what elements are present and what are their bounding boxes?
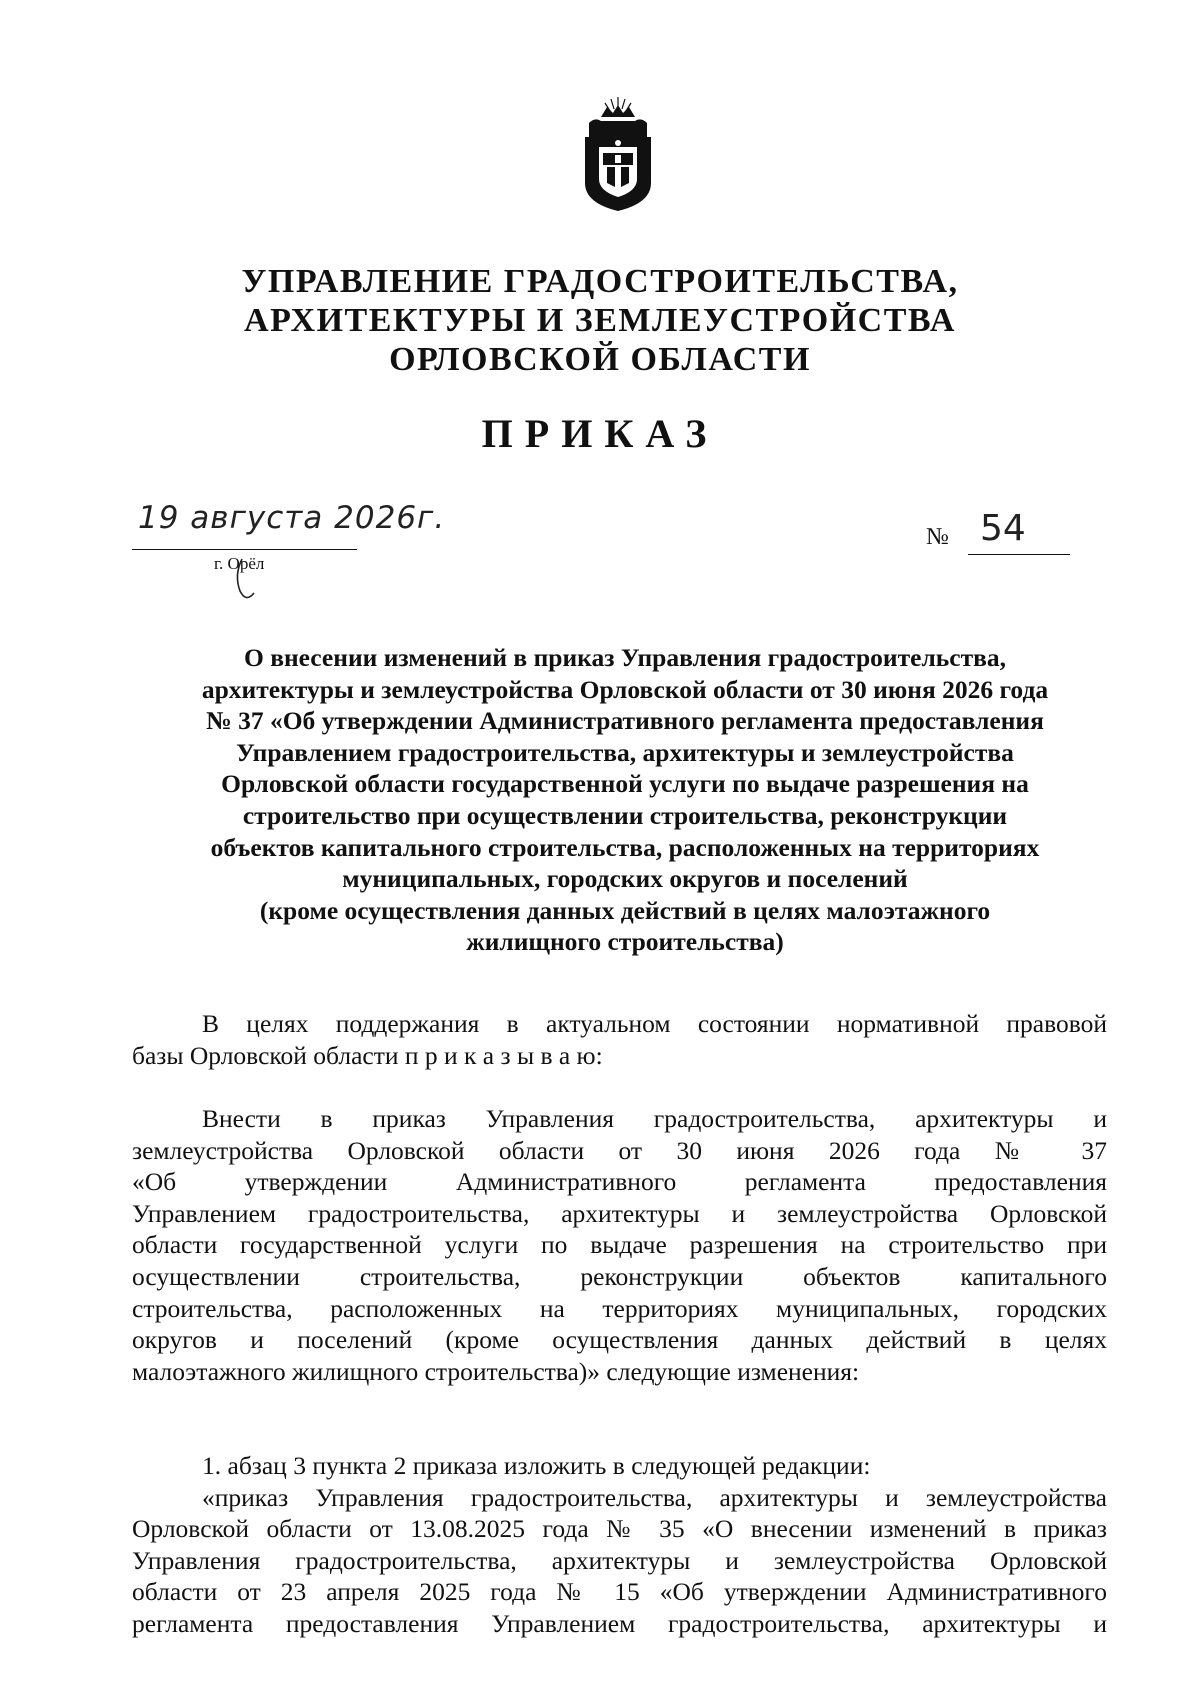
- text-line: Внести в приказ Управления градостроительства, архитектуры и: [202, 1104, 1107, 1133]
- text-line: осуществлении строительства, реконструкции объектов капитального: [132, 1261, 1107, 1291]
- organization-name: [160, 262, 1040, 379]
- text-line: Управления градостроительства, архитектуры и землеустройства Орловской: [132, 1545, 1107, 1575]
- text-line: «Об утверждении Административного регламента предоставления: [132, 1167, 1107, 1197]
- handwritten-date: 19 августа 2026г.: [138, 500, 446, 536]
- subject-line: Орловской области государственной услуги по выдаче разрешения на: [221, 769, 1029, 799]
- city-label: г. Орёл: [214, 554, 265, 573]
- subject-line: объектов капитального строительства, расположенных на территориях: [210, 832, 1040, 862]
- subject-line: архитектуры и землеустройства Орловской области от 30 июня 2026 года: [201, 674, 1049, 704]
- org-line: ОРЛОВСКОЙ ОБЛАСТИ: [389, 341, 811, 378]
- coat-of-arms-emblem: [575, 95, 661, 215]
- number-block: [926, 508, 1076, 562]
- subject-line: строительство при осуществлении строительства, реконструкции: [242, 800, 1008, 830]
- subject-line: № 37 «Об утверждении Административного регламента предоставления: [206, 706, 1044, 736]
- date-block: [132, 500, 446, 600]
- subject-line: муниципальных, городских округов и поселений: [342, 864, 908, 894]
- subject-line: Управлением градостроительства, архитектуры и землеустройства: [236, 737, 1014, 767]
- item-1-paragraph: [132, 1450, 1107, 1640]
- handwritten-stroke-mark: [232, 555, 266, 603]
- text-line: базы Орловской области п р и к а з ы в а ю:: [132, 1040, 603, 1070]
- text-line: В целях поддержания в актуальном состоянии нормативной правовой: [202, 1009, 1107, 1038]
- text-line: области от 23 апреля 2025 года № 15 «Об утверждении Административного: [132, 1577, 1107, 1607]
- intro-paragraph: [132, 1008, 1107, 1071]
- main-paragraph: [132, 1103, 1107, 1387]
- handwritten-number: 54: [980, 508, 1026, 549]
- subject-line: О внесении изменений в приказ Управления градостроительства,: [244, 643, 1006, 672]
- order-subject-heading: [135, 642, 1115, 958]
- number-underline: [968, 554, 1070, 555]
- text-line: «приказ Управления градостроительства, архитектуры и землеустройства: [202, 1482, 1107, 1512]
- subject-line: (кроме осуществления данных действий в целях малоэтажного: [259, 895, 991, 925]
- subject-line: жилищного строительства): [466, 927, 784, 957]
- text-line: округов и поселений (кроме осуществления данных действий в целях: [132, 1325, 1107, 1355]
- text-line: землеустройства Орловской области от 30 июня 2026 года № 37: [132, 1135, 1107, 1165]
- text-line: малоэтажного жилищного строительства)» следующие изменения:: [132, 1356, 860, 1386]
- org-line: АРХИТЕКТУРЫ И ЗЕМЛЕУСТРОЙСТВА: [244, 302, 956, 339]
- number-label: №: [926, 524, 949, 550]
- text-line: области государственной услуги по выдаче разрешения на строительство при: [132, 1230, 1107, 1260]
- text-line: регламента предоставления Управлением градостроительства, архитектуры и: [132, 1608, 1107, 1638]
- text-line: 1. абзац 3 пункта 2 приказа изложить в следующей редакции:: [202, 1451, 871, 1480]
- document-type-title: ПРИКАЗ: [481, 411, 719, 456]
- text-line: строительства, расположенных на территориях муниципальных, городских: [132, 1293, 1107, 1323]
- org-line: УПРАВЛЕНИЕ ГРАДОСТРОИТЕЛЬСТВА,: [241, 263, 959, 300]
- text-line: Орловской области от 13.08.2025 года № 35 «О внесении изменений в приказ: [132, 1514, 1107, 1544]
- date-underline: [132, 549, 357, 550]
- text-line: Управлением градостроительства, архитектуры и землеустройства Орловской: [132, 1198, 1107, 1228]
